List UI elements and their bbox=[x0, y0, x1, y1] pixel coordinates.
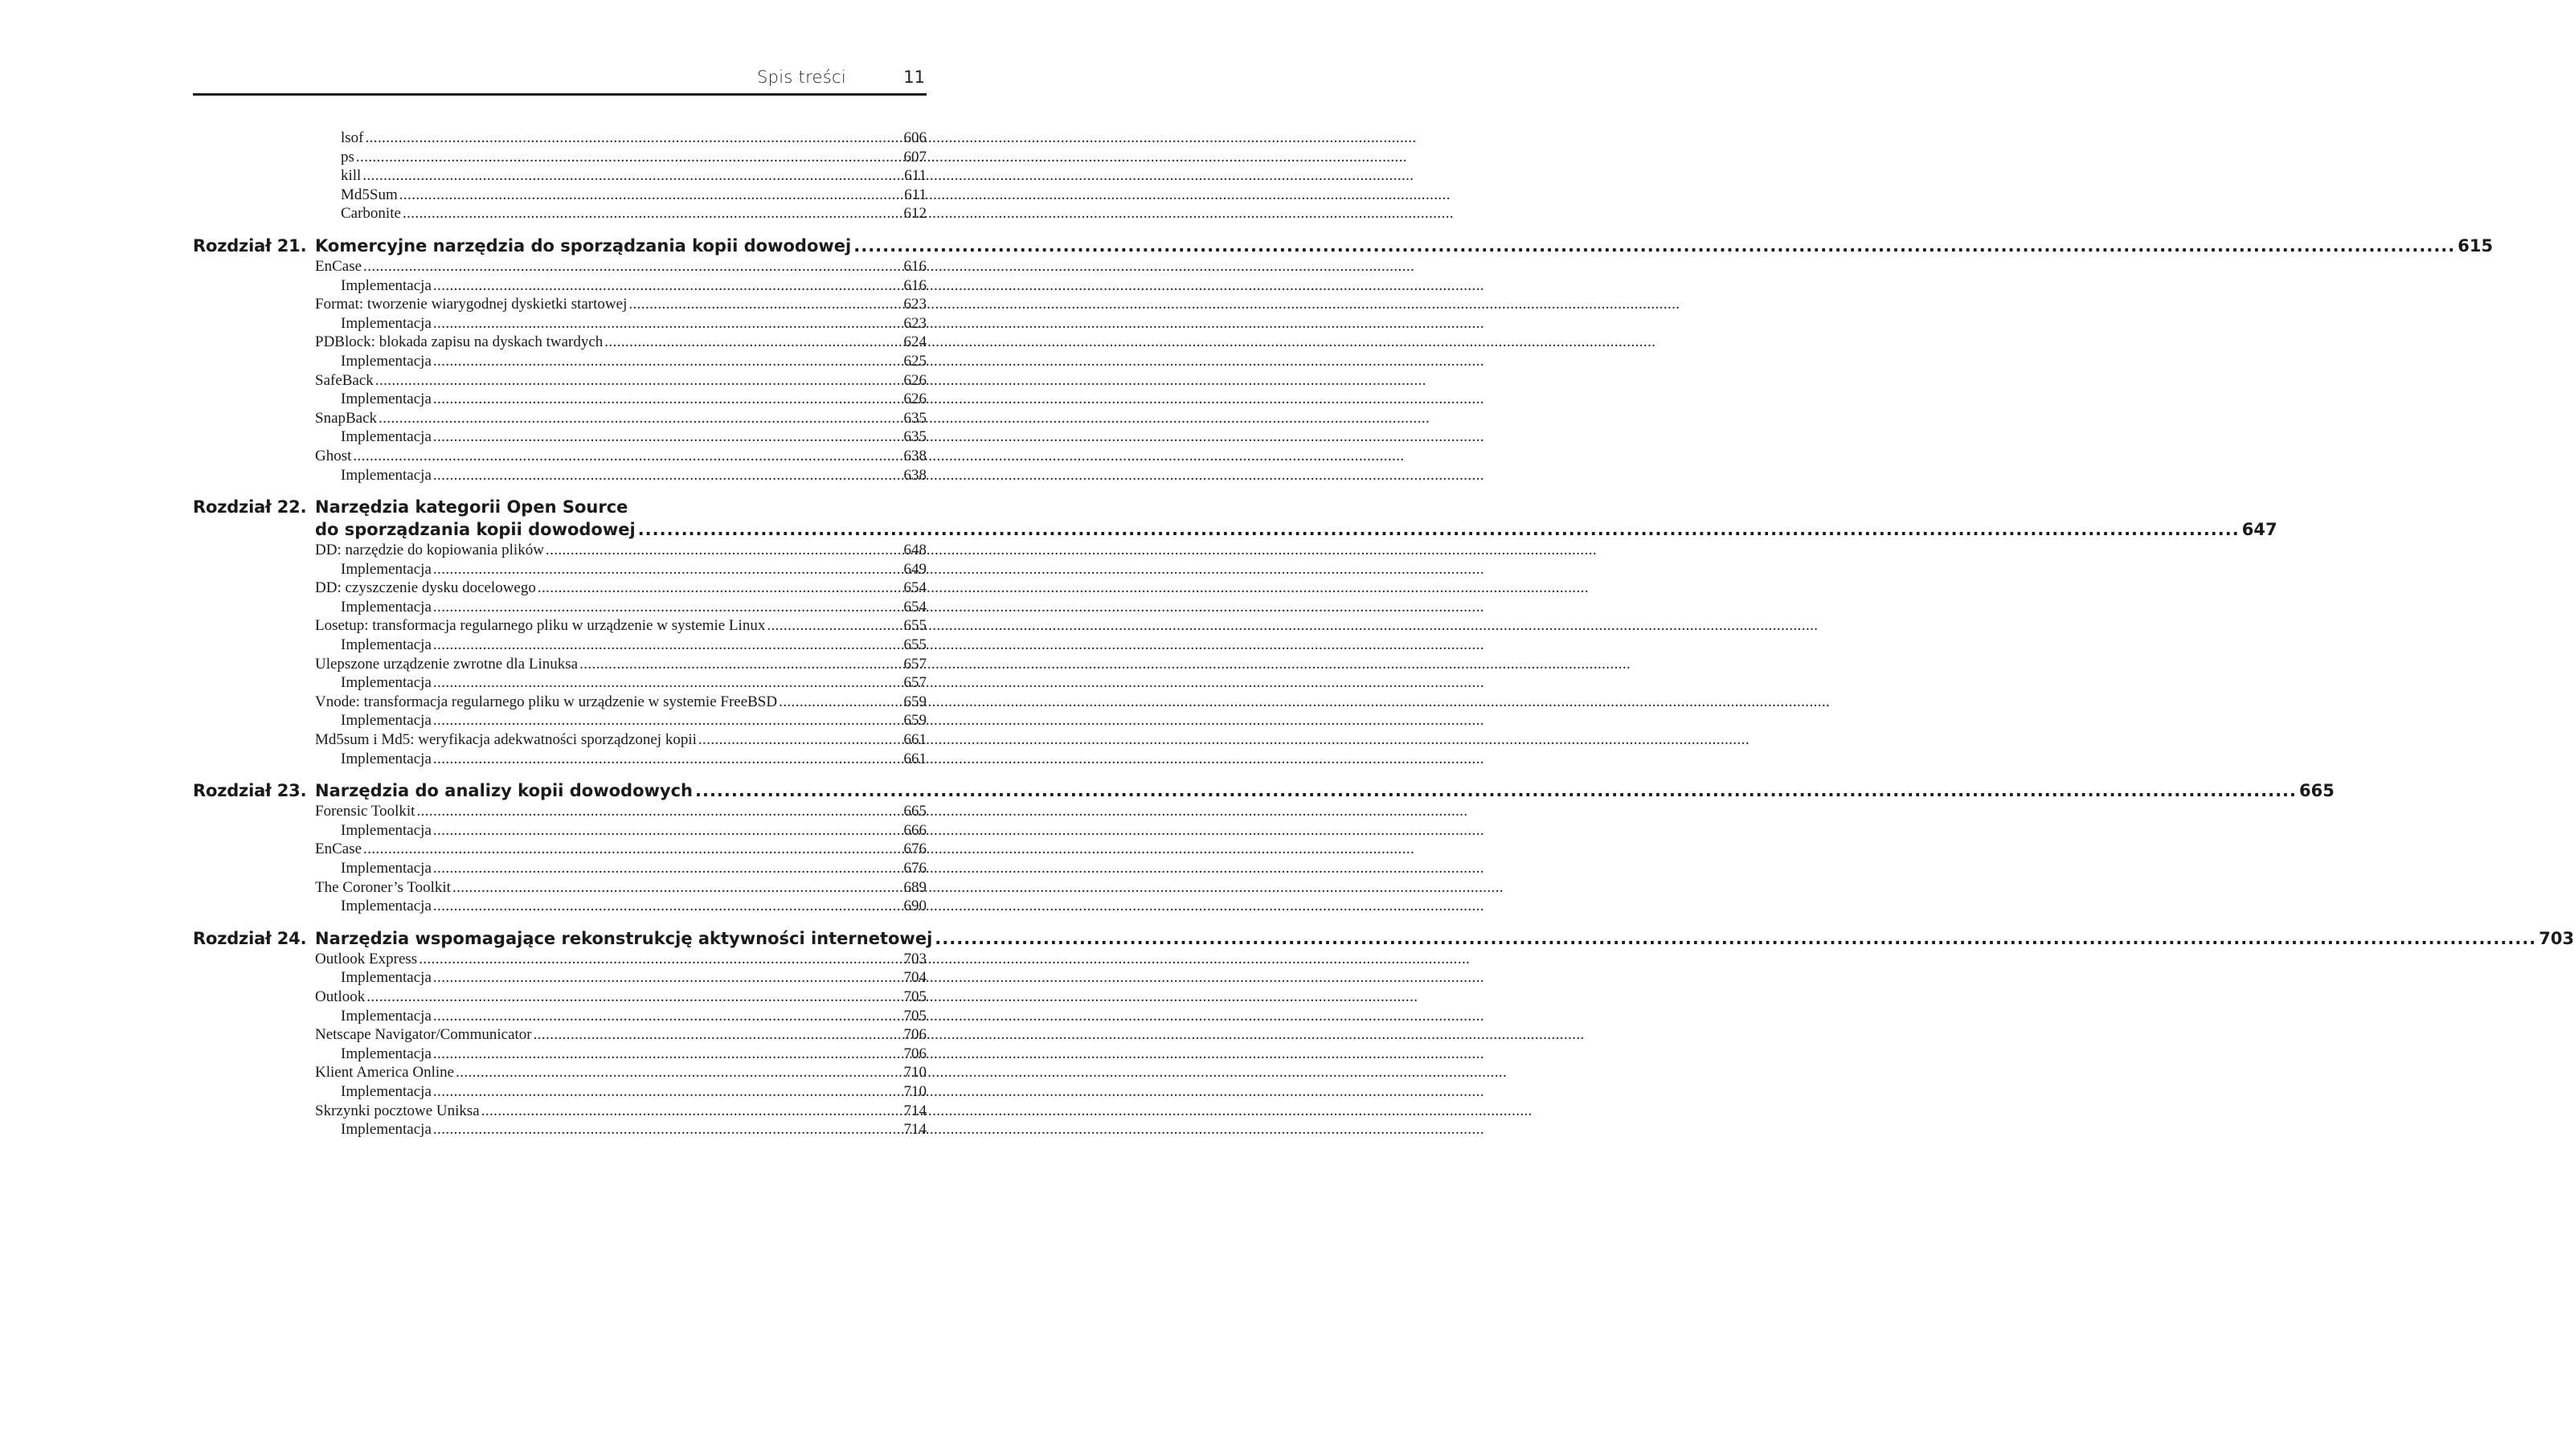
toc-entry-page: 710 bbox=[903, 1082, 927, 1100]
toc-dot-leader bbox=[433, 897, 902, 916]
toc-dot-leader bbox=[433, 673, 902, 693]
toc-entry-page: 612 bbox=[903, 205, 927, 223]
toc-entry bbox=[341, 673, 927, 693]
toc-entry-title: Implementacja bbox=[341, 391, 432, 408]
toc-entry-title: Forensic Toolkit bbox=[315, 803, 415, 820]
toc-entry bbox=[315, 950, 927, 969]
toc-entry-page: 638 bbox=[903, 447, 927, 464]
toc-entry bbox=[341, 276, 927, 296]
toc-entry bbox=[341, 711, 927, 730]
toc-dot-leader bbox=[433, 598, 902, 617]
toc-dot-leader bbox=[433, 821, 902, 840]
toc-entry bbox=[341, 1007, 927, 1026]
toc-entry-title: Implementacja bbox=[341, 314, 432, 332]
toc-dot-leader bbox=[353, 447, 902, 466]
toc-entry bbox=[341, 166, 927, 186]
toc-entry-page: 689 bbox=[903, 878, 927, 896]
toc-dot-leader bbox=[362, 166, 902, 186]
toc-entry-title: Implementacja bbox=[341, 1045, 432, 1062]
toc-entry bbox=[341, 968, 927, 988]
toc-entry bbox=[315, 409, 927, 428]
toc-entry-title: Implementacja bbox=[341, 560, 432, 578]
toc-entry-page: 648 bbox=[903, 542, 927, 559]
chapter-page: 615 bbox=[2457, 235, 2494, 256]
toc-entry bbox=[341, 636, 927, 655]
chapter-title-line bbox=[315, 927, 2574, 950]
toc-entry bbox=[315, 447, 927, 466]
chapter-dot-leader bbox=[853, 235, 2455, 257]
toc-entry-title: Format: tworzenie wiarygodnej dyskietki startowej bbox=[315, 296, 628, 313]
toc-entry bbox=[315, 333, 927, 352]
toc-entry-title: EnCase bbox=[315, 840, 362, 858]
toc-entry-page: 703 bbox=[903, 950, 927, 967]
toc-entry-page: 607 bbox=[903, 148, 927, 166]
toc-entry bbox=[341, 598, 927, 617]
toc-entry-page: 616 bbox=[903, 276, 927, 294]
toc-dot-leader bbox=[433, 314, 902, 333]
toc-entry-page: 666 bbox=[903, 821, 927, 839]
toc-entry-title: DD: czyszczenie dysku docelowego bbox=[315, 579, 536, 597]
toc-entry-title: Md5Sum bbox=[341, 186, 398, 203]
toc-entry-title: Klient America Online bbox=[315, 1064, 455, 1082]
toc-entry-title: Md5sum i Md5: weryfikacja adekwatności sporządzonej kopii bbox=[315, 731, 697, 749]
toc-entry bbox=[315, 988, 927, 1007]
toc-entry-title: Implementacja bbox=[341, 674, 432, 692]
toc-dot-leader bbox=[534, 1025, 902, 1045]
toc-entry bbox=[315, 693, 927, 712]
toc-dot-leader bbox=[366, 129, 902, 148]
page-number: 11 bbox=[903, 67, 925, 87]
toc-entry-title: The Coroner’s Toolkit bbox=[315, 878, 451, 896]
toc-entry-title: Implementacja bbox=[341, 1082, 432, 1100]
toc-dot-leader bbox=[399, 186, 902, 205]
toc-entry-title: Netscape Navigator/Communicator bbox=[315, 1026, 532, 1044]
chapter-heading bbox=[193, 496, 2277, 541]
toc-entry-page: 657 bbox=[903, 674, 927, 692]
chapter-title bbox=[315, 927, 2574, 950]
chapter-title-text: Narzędzia do analizy kopii dowodowych bbox=[315, 781, 693, 801]
toc-entry-title: ps bbox=[341, 148, 354, 166]
chapter-title-line bbox=[315, 779, 2335, 802]
toc-dot-leader bbox=[375, 371, 902, 391]
chapter-section bbox=[193, 496, 2277, 768]
toc-dot-leader bbox=[452, 878, 902, 898]
toc-entry-title: EnCase bbox=[315, 257, 362, 275]
chapter-section bbox=[193, 779, 2335, 916]
toc-entry-title: DD: narzędzie do kopiowania plików bbox=[315, 542, 544, 559]
toc-dot-leader bbox=[433, 1082, 902, 1102]
toc-entry bbox=[315, 878, 927, 898]
toc-entry bbox=[341, 1045, 927, 1064]
toc-entry-page: 623 bbox=[903, 296, 927, 313]
toc-entry bbox=[315, 616, 927, 636]
toc-entry-title: Implementacja bbox=[341, 750, 432, 767]
toc-dot-leader bbox=[433, 560, 902, 579]
chapter-title bbox=[315, 496, 2277, 541]
toc-entry bbox=[315, 257, 927, 276]
toc-entry bbox=[341, 427, 927, 447]
toc-entry-title: lsof bbox=[341, 129, 364, 146]
toc-entry-page: 659 bbox=[903, 712, 927, 730]
toc-dot-leader bbox=[416, 802, 902, 821]
toc-entry-page: 649 bbox=[903, 560, 927, 578]
toc-entry-title: Implementacja bbox=[341, 712, 432, 730]
toc-dot-leader bbox=[433, 427, 902, 447]
toc-entry-title: Implementacja bbox=[341, 1121, 432, 1139]
toc-entry bbox=[341, 314, 927, 333]
chapter-title-text: Narzędzia kategorii Open Source bbox=[315, 497, 628, 517]
toc-entry-title: SnapBack bbox=[315, 409, 378, 427]
toc-entry-page: 659 bbox=[903, 693, 927, 710]
toc-dot-leader bbox=[433, 1045, 902, 1064]
toc-dot-leader bbox=[363, 257, 902, 276]
toc-dot-leader bbox=[403, 204, 902, 223]
toc-dot-leader bbox=[419, 950, 902, 969]
running-header-title: Spis treści bbox=[756, 67, 846, 87]
toc-dot-leader bbox=[433, 352, 902, 371]
toc-entry-page: 710 bbox=[903, 1064, 927, 1082]
chapter-title bbox=[315, 235, 2493, 257]
toc-entry-title: Outlook bbox=[315, 988, 366, 1005]
toc-dot-leader bbox=[481, 1102, 902, 1121]
toc-entry bbox=[341, 821, 927, 840]
toc-entry-title: SafeBack bbox=[315, 371, 374, 389]
running-header bbox=[193, 67, 927, 96]
chapter-page: 647 bbox=[2241, 520, 2277, 540]
chapter-label: Rozdział 23. bbox=[193, 781, 307, 801]
chapter-dot-leader bbox=[695, 779, 2297, 802]
toc-dot-leader bbox=[604, 333, 902, 352]
toc-entry-page: 625 bbox=[903, 352, 927, 370]
toc-entry bbox=[315, 579, 927, 598]
toc-entry-page: 654 bbox=[903, 598, 927, 616]
toc-entry-title: Implementacja bbox=[341, 276, 432, 294]
toc-entry bbox=[341, 186, 927, 205]
toc-dot-leader bbox=[433, 466, 902, 485]
toc-entry-page: 624 bbox=[903, 333, 927, 351]
toc-entry-title: Implementacja bbox=[341, 428, 432, 446]
chapter-title-text: Narzędzia wspomagające rekonstrukcję aktywności internetowej bbox=[315, 928, 933, 948]
toc-entry-page: 623 bbox=[903, 314, 927, 332]
chapter-title-text: do sporządzania kopii dowodowej bbox=[315, 520, 636, 540]
toc-entry-page: 635 bbox=[903, 409, 927, 427]
toc-dot-leader bbox=[628, 295, 902, 314]
toc-entry-title: PDBlock: blokada zapisu na dyskach twardych bbox=[315, 333, 604, 351]
toc-entry-page: 635 bbox=[903, 428, 927, 446]
toc-dot-leader bbox=[546, 541, 902, 560]
chapter-title-line bbox=[315, 518, 2277, 541]
toc-dot-leader bbox=[698, 730, 902, 750]
toc-dot-leader bbox=[433, 636, 902, 655]
chapter-title bbox=[315, 779, 2335, 802]
toc-dot-leader bbox=[433, 276, 902, 296]
toc-entry-page: 626 bbox=[903, 391, 927, 408]
toc-entry-page: 676 bbox=[903, 860, 927, 877]
toc-entry-page: 626 bbox=[903, 371, 927, 389]
toc-entry bbox=[315, 730, 927, 750]
toc-entry bbox=[315, 1025, 927, 1045]
toc-entry bbox=[341, 897, 927, 916]
toc-entry bbox=[341, 352, 927, 371]
toc-entry bbox=[341, 204, 927, 223]
toc-dot-leader bbox=[433, 859, 902, 878]
toc-entry-page: 705 bbox=[903, 1007, 927, 1025]
toc-entry-page: 690 bbox=[903, 898, 927, 915]
toc-entry bbox=[315, 295, 927, 314]
chapter-page: 665 bbox=[2299, 781, 2335, 801]
toc-entry-page: 611 bbox=[904, 186, 927, 203]
toc-entry-page: 606 bbox=[903, 129, 927, 146]
chapter-section bbox=[193, 235, 2494, 485]
toc-entry-title: Vnode: transformacja regularnego pliku w urządzenie w systemie FreeBSD bbox=[315, 693, 778, 710]
toc-entry-page: 655 bbox=[903, 617, 927, 635]
toc-entry-page: 705 bbox=[903, 988, 927, 1005]
chapter-title-line bbox=[315, 496, 2277, 518]
toc-entry-page: 661 bbox=[903, 750, 927, 767]
toc-entry bbox=[315, 655, 927, 674]
toc-dot-leader bbox=[433, 750, 902, 769]
toc-entry bbox=[341, 390, 927, 409]
toc-entry-title: kill bbox=[341, 167, 362, 185]
toc-entry-title: Carbonite bbox=[341, 205, 401, 223]
toc-entry-title: Implementacja bbox=[341, 598, 432, 616]
toc-entry-page: 714 bbox=[903, 1102, 927, 1119]
table-of-contents bbox=[193, 129, 2574, 1139]
toc-entry bbox=[315, 541, 927, 560]
toc-entry-title: Ulepszone urządzenie zwrotne dla Linuksa bbox=[315, 655, 579, 673]
toc-entry-page: 657 bbox=[903, 655, 927, 673]
toc-entry bbox=[315, 1063, 927, 1082]
chapter-heading bbox=[193, 235, 2494, 257]
leading-entries bbox=[193, 129, 927, 223]
toc-dot-leader bbox=[433, 1007, 902, 1026]
toc-entry bbox=[341, 129, 927, 148]
toc-entry-page: 714 bbox=[903, 1121, 927, 1139]
toc-dot-leader bbox=[767, 616, 902, 636]
chapter-section bbox=[193, 927, 2574, 1139]
toc-entry-title: Implementacja bbox=[341, 860, 432, 877]
toc-dot-leader bbox=[538, 579, 902, 598]
toc-entry-page: 704 bbox=[903, 969, 927, 987]
toc-entry-page: 611 bbox=[904, 167, 927, 185]
toc-entry-title: Implementacja bbox=[341, 821, 432, 839]
toc-entry-title: Implementacja bbox=[341, 466, 432, 484]
toc-entry-title: Ghost bbox=[315, 447, 352, 464]
toc-entry-page: 706 bbox=[903, 1045, 927, 1062]
toc-entry-title: Implementacja bbox=[341, 352, 432, 370]
toc-entry-page: 616 bbox=[903, 257, 927, 275]
toc-entry-title: Outlook Express bbox=[315, 950, 418, 967]
chapter-label: Rozdział 22. bbox=[193, 497, 307, 517]
toc-entry bbox=[341, 859, 927, 878]
toc-dot-leader bbox=[379, 409, 902, 428]
toc-entry-title: Skrzynki pocztowe Uniksa bbox=[315, 1102, 480, 1119]
toc-entry-title: Implementacja bbox=[341, 898, 432, 915]
toc-dot-leader bbox=[456, 1063, 902, 1082]
toc-entry bbox=[315, 840, 927, 859]
toc-entry-title: Implementacja bbox=[341, 1007, 432, 1025]
chapter-title-line bbox=[315, 235, 2493, 257]
toc-entry-page: 654 bbox=[903, 579, 927, 597]
chapter-dot-leader bbox=[935, 927, 2536, 950]
toc-entry-page: 661 bbox=[903, 731, 927, 749]
toc-entry bbox=[341, 1082, 927, 1102]
chapter-label: Rozdział 21. bbox=[193, 235, 307, 256]
toc-entry bbox=[341, 1120, 927, 1139]
toc-dot-leader bbox=[433, 390, 902, 409]
toc-entry bbox=[341, 560, 927, 579]
chapter-heading bbox=[193, 927, 2574, 950]
chapter-title-text: Komercyjne narzędzia do sporządzania kopii dowodowej bbox=[315, 235, 852, 256]
toc-entry bbox=[341, 466, 927, 485]
toc-entry bbox=[315, 371, 927, 391]
toc-dot-leader bbox=[366, 988, 902, 1007]
toc-entry bbox=[341, 750, 927, 769]
toc-entry-title: Implementacja bbox=[341, 636, 432, 654]
toc-entry-page: 665 bbox=[903, 803, 927, 820]
toc-entry-page: 706 bbox=[903, 1026, 927, 1044]
toc-entry bbox=[341, 148, 927, 167]
toc-entry-title: Losetup: transformacja regularnego pliku w urządzenie w systemie Linux bbox=[315, 617, 766, 635]
toc-entry-page: 638 bbox=[903, 466, 927, 484]
toc-dot-leader bbox=[779, 693, 902, 712]
toc-dot-leader bbox=[433, 711, 902, 730]
toc-dot-leader bbox=[433, 968, 902, 988]
toc-entry bbox=[315, 1102, 927, 1121]
chapter-dot-leader bbox=[638, 518, 2240, 541]
toc-dot-leader bbox=[579, 655, 902, 674]
toc-entry-title: Implementacja bbox=[341, 969, 432, 987]
chapter-heading bbox=[193, 779, 2335, 802]
toc-entry bbox=[315, 802, 927, 821]
toc-entry-page: 676 bbox=[903, 840, 927, 858]
chapter-label: Rozdział 24. bbox=[193, 928, 307, 948]
toc-dot-leader bbox=[433, 1120, 902, 1139]
toc-dot-leader bbox=[363, 840, 902, 859]
toc-dot-leader bbox=[356, 148, 902, 167]
toc-entry-page: 655 bbox=[903, 636, 927, 654]
chapter-page: 703 bbox=[2539, 928, 2574, 948]
